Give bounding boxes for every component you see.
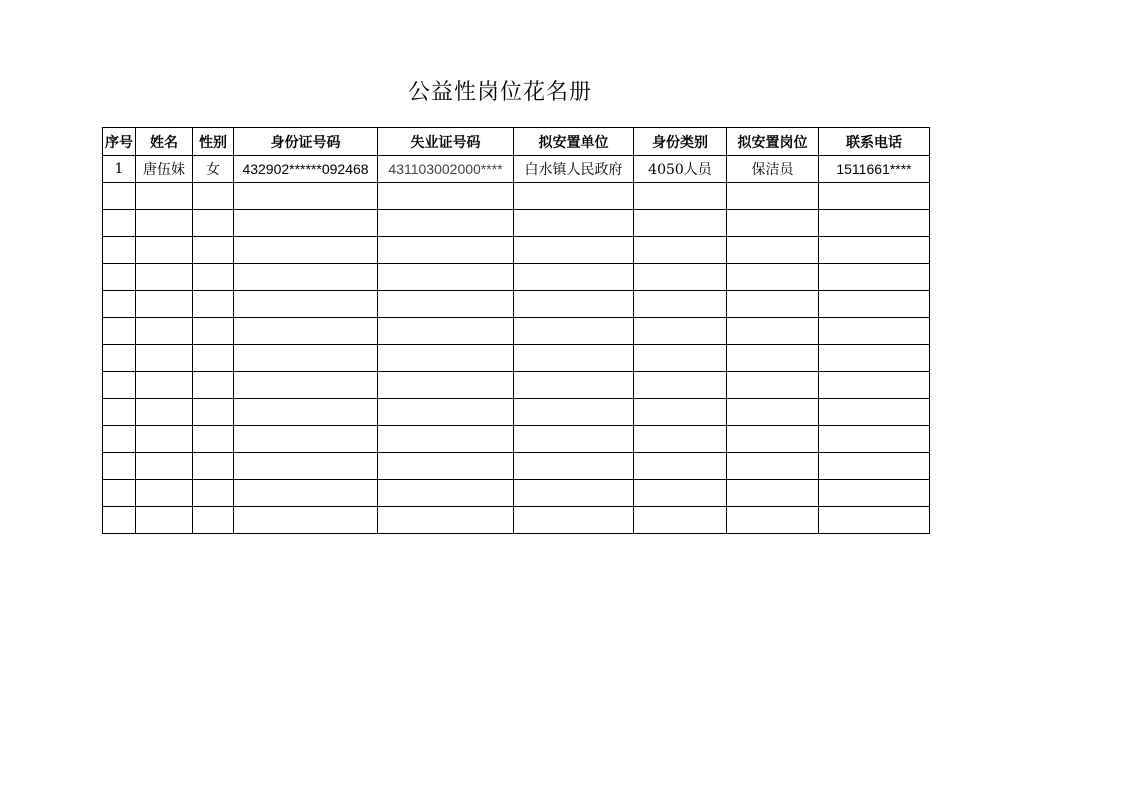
table-row (103, 264, 930, 291)
name-cell (136, 345, 193, 372)
phone-cell (819, 291, 930, 318)
identity-category-cell (634, 291, 727, 318)
gender-cell (193, 291, 234, 318)
identity-category-cell (634, 399, 727, 426)
placement-unit-cell (514, 453, 634, 480)
phone-cell (819, 507, 930, 534)
placement-post-cell (727, 291, 819, 318)
gender-cell (193, 426, 234, 453)
phone-cell (819, 426, 930, 453)
phone-cell (819, 480, 930, 507)
table-row (103, 291, 930, 318)
table-header-row (103, 128, 930, 156)
table-row (103, 156, 930, 183)
placement-unit-cell (514, 426, 634, 453)
header-placement-unit: 拟安置单位 (514, 128, 634, 156)
roster-table (102, 127, 930, 534)
placement-post-cell (727, 426, 819, 453)
placement-post-cell (727, 264, 819, 291)
name-cell (136, 291, 193, 318)
phone-cell: 1511661**** (819, 156, 930, 183)
gender-cell (193, 210, 234, 237)
serial-cell (103, 345, 136, 372)
name-cell (136, 264, 193, 291)
id-number-cell: 432902******092468 (234, 156, 378, 183)
identity-category-cell (634, 318, 727, 345)
gender-cell (193, 318, 234, 345)
placement-post-cell (727, 345, 819, 372)
identity-category-cell (634, 237, 727, 264)
identity-category-cell (634, 345, 727, 372)
unemployment-cert-cell (378, 210, 514, 237)
name-cell (136, 210, 193, 237)
gender-cell (193, 372, 234, 399)
placement-unit-cell (514, 372, 634, 399)
header-serial: 序号 (103, 128, 136, 156)
serial-cell (103, 426, 136, 453)
placement-unit-cell (514, 318, 634, 345)
header-gender: 性别 (193, 128, 234, 156)
id-number-cell (234, 453, 378, 480)
name-cell (136, 183, 193, 210)
id-number-cell (234, 399, 378, 426)
id-number-cell (234, 507, 378, 534)
id-number-cell (234, 210, 378, 237)
identity-category-cell (634, 264, 727, 291)
header-id-number: 身份证号码 (234, 128, 378, 156)
placement-post-cell (727, 183, 819, 210)
placement-post-cell (727, 237, 819, 264)
table-row (103, 372, 930, 399)
id-number-cell (234, 372, 378, 399)
table-row (103, 237, 930, 264)
id-number-cell (234, 318, 378, 345)
id-number-cell (234, 264, 378, 291)
unemployment-cert-cell (378, 480, 514, 507)
unemployment-cert-cell (378, 372, 514, 399)
header-name: 姓名 (136, 128, 193, 156)
unemployment-cert-cell (378, 426, 514, 453)
unemployment-cert-cell: 431103002000**** (378, 156, 514, 183)
identity-category-cell (634, 372, 727, 399)
table-row (103, 453, 930, 480)
gender-cell (193, 237, 234, 264)
placement-unit-cell (514, 399, 634, 426)
phone-cell (819, 210, 930, 237)
page-title: 公益性岗位花名册 (407, 80, 592, 105)
header-phone: 联系电话 (819, 128, 930, 156)
name-cell (136, 480, 193, 507)
name-cell (136, 237, 193, 264)
placement-unit-cell (514, 264, 634, 291)
table-row (103, 210, 930, 237)
placement-post-cell (727, 399, 819, 426)
serial-cell (103, 264, 136, 291)
id-number-cell (234, 345, 378, 372)
placement-post-cell: 保洁员 (727, 156, 819, 183)
unemployment-cert-cell (378, 237, 514, 264)
id-number-cell (234, 183, 378, 210)
id-number-cell (234, 237, 378, 264)
table-row (103, 183, 930, 210)
serial-cell (103, 291, 136, 318)
placement-post-cell (727, 453, 819, 480)
table-row (103, 507, 930, 534)
serial-cell (103, 237, 136, 264)
name-cell (136, 372, 193, 399)
table-row (103, 426, 930, 453)
phone-cell (819, 372, 930, 399)
placement-unit-cell (514, 480, 634, 507)
phone-cell (819, 318, 930, 345)
name-cell (136, 399, 193, 426)
table-row (103, 318, 930, 345)
name-cell (136, 426, 193, 453)
id-number-cell (234, 291, 378, 318)
identity-category-cell (634, 210, 727, 237)
name-cell (136, 507, 193, 534)
gender-cell (193, 345, 234, 372)
gender-cell (193, 183, 234, 210)
phone-cell (819, 453, 930, 480)
placement-post-cell (727, 372, 819, 399)
placement-post-cell (727, 210, 819, 237)
phone-cell (819, 345, 930, 372)
identity-category-cell (634, 453, 727, 480)
identity-category-cell: 4050人员 (634, 156, 727, 183)
name-cell: 唐伍妹 (136, 156, 193, 183)
name-cell (136, 453, 193, 480)
table-row (103, 480, 930, 507)
unemployment-cert-cell (378, 453, 514, 480)
table-body (103, 156, 930, 534)
serial-cell (103, 507, 136, 534)
unemployment-cert-cell (378, 264, 514, 291)
unemployment-cert-cell (378, 399, 514, 426)
unemployment-cert-cell (378, 345, 514, 372)
name-cell (136, 318, 193, 345)
serial-cell (103, 480, 136, 507)
phone-cell (819, 183, 930, 210)
unemployment-cert-cell (378, 507, 514, 534)
placement-unit-cell (514, 210, 634, 237)
serial-cell: 1 (103, 156, 136, 183)
unemployment-cert-cell (378, 291, 514, 318)
serial-cell (103, 183, 136, 210)
identity-category-cell (634, 480, 727, 507)
placement-unit-cell: 白水镇人民政府 (514, 156, 634, 183)
placement-post-cell (727, 318, 819, 345)
placement-unit-cell (514, 291, 634, 318)
gender-cell: 女 (193, 156, 234, 183)
id-number-cell (234, 426, 378, 453)
serial-cell (103, 210, 136, 237)
serial-cell (103, 453, 136, 480)
gender-cell (193, 264, 234, 291)
identity-category-cell (634, 507, 727, 534)
placement-unit-cell (514, 183, 634, 210)
unemployment-cert-cell (378, 183, 514, 210)
serial-cell (103, 399, 136, 426)
gender-cell (193, 480, 234, 507)
serial-cell (103, 318, 136, 345)
identity-category-cell (634, 183, 727, 210)
phone-cell (819, 264, 930, 291)
placement-unit-cell (514, 507, 634, 534)
header-identity-category: 身份类别 (634, 128, 727, 156)
placement-post-cell (727, 507, 819, 534)
unemployment-cert-cell (378, 318, 514, 345)
identity-category-cell (634, 426, 727, 453)
table-row (103, 399, 930, 426)
phone-cell (819, 237, 930, 264)
placement-unit-cell (514, 237, 634, 264)
gender-cell (193, 507, 234, 534)
header-placement-post: 拟安置岗位 (727, 128, 819, 156)
placement-unit-cell (514, 345, 634, 372)
gender-cell (193, 399, 234, 426)
serial-cell (103, 372, 136, 399)
gender-cell (193, 453, 234, 480)
phone-cell (819, 399, 930, 426)
table-row (103, 345, 930, 372)
placement-post-cell (727, 480, 819, 507)
header-unemployment-cert: 失业证号码 (378, 128, 514, 156)
id-number-cell (234, 480, 378, 507)
